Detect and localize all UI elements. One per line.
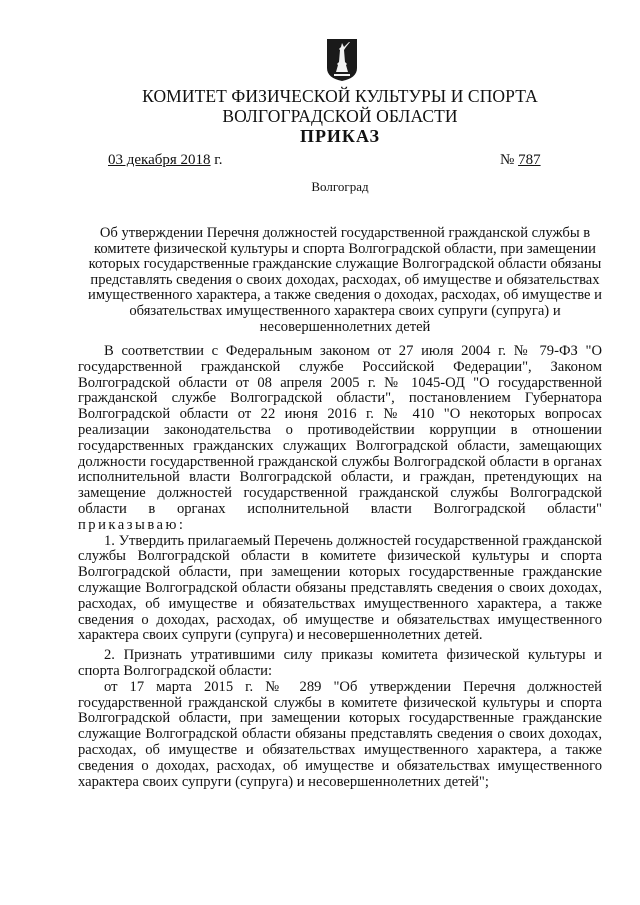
document-date — [108, 152, 223, 169]
order-word: приказываю: — [78, 516, 186, 533]
item-2-subitem-1: от 17 марта 2015 г. № 289 "Об утверждении Перечня должностей государственной гражданской службы в комитете физической культуры и спорта Волгоградской области, при замещении которых государственные гражданские служащие Волгоградской области обязаны представлять сведения о своих доходах, расходах, об имуществе и обязательствах имущественного характера, а также сведения о доходах, расходах, об имуществе и обязательствах имущественного характера своих супруги (супруга) и несовершеннолетних детей"; — [78, 678, 602, 790]
document-body — [78, 344, 602, 790]
document-type: ПРИКАЗ — [299, 126, 381, 146]
number-prefix: № — [500, 152, 519, 168]
org-name-line2: ВОЛГОГРАДСКОЙ ОБЛАСТИ — [222, 106, 458, 126]
org-name-line1: КОМИТЕТ ФИЗИЧЕСКОЙ КУЛЬТУРЫ И СПОРТА — [142, 86, 538, 106]
preamble-paragraph — [78, 344, 602, 534]
document-city: Волгоград — [311, 179, 369, 194]
item-2-paragraph: 2. Признать утратившими силу приказы комитета физической культуры и спорта Волгоградской области: — [78, 647, 602, 679]
document-title: Об утверждении Перечня должностей государственной гражданской службы в комитете физической культуры и спорта Волгоградской области, при замещении которых государственные гражданские служащие Волгоградской области обязаны представлять сведения о своих доходах, расходах, об имуществе и обязательствах имущественного характера, а также сведения о доходах, расходах, об имуществе и обязательствах имущественного характера своих супруги (супруга) и несовершеннолетних детей — [88, 225, 602, 335]
item-1-paragraph: 1. Утвердить прилагаемый Перечень должностей государственной гражданской службы Волгоградской области в комитете физической культуры и спорта Волгоградской области, при замещении которых государственные гражданские служащие Волгоградской области обязаны представлять сведения о своих доходах, расходах, об имуществе и обязательствах имущественного характера, а также сведения о доходах, расходах, об имуществе и обязательствах имущественного характера своих супруги (супруга) и несовершеннолетних детей. — [78, 532, 602, 644]
preamble-text: В соответствии с Федеральным законом от 27 июля 2004 г. № 79-ФЗ "О государственной гражданской службе Российской Федерации", Законом Волгоградской области от 08 апреля 2005 г. № 1045-ОД "О государственной гражданской службе Волгоградской области", постановлением Губернатора Волгоградской области от 22 июня 2016 г. № 410 "О некоторых вопросах реализации законодательства о противодействии коррупции в отношении государственных гражданских служащих Волгоградской области, замещающих должности государственной гражданской службы Волгоградской области в органах исполнительной власти Волгоградской области, и граждан, претендующих на замещение должностей государственной гражданской службы Волгоградской области в органах исполнительной власти Волгоградской области" — [78, 343, 602, 517]
date-value: 03 декабря 2018 — [108, 152, 211, 168]
document-number — [500, 152, 541, 169]
volgograd-coat-of-arms-icon — [326, 38, 358, 82]
number-value: 787 — [518, 152, 541, 168]
date-suffix: г. — [210, 152, 223, 168]
